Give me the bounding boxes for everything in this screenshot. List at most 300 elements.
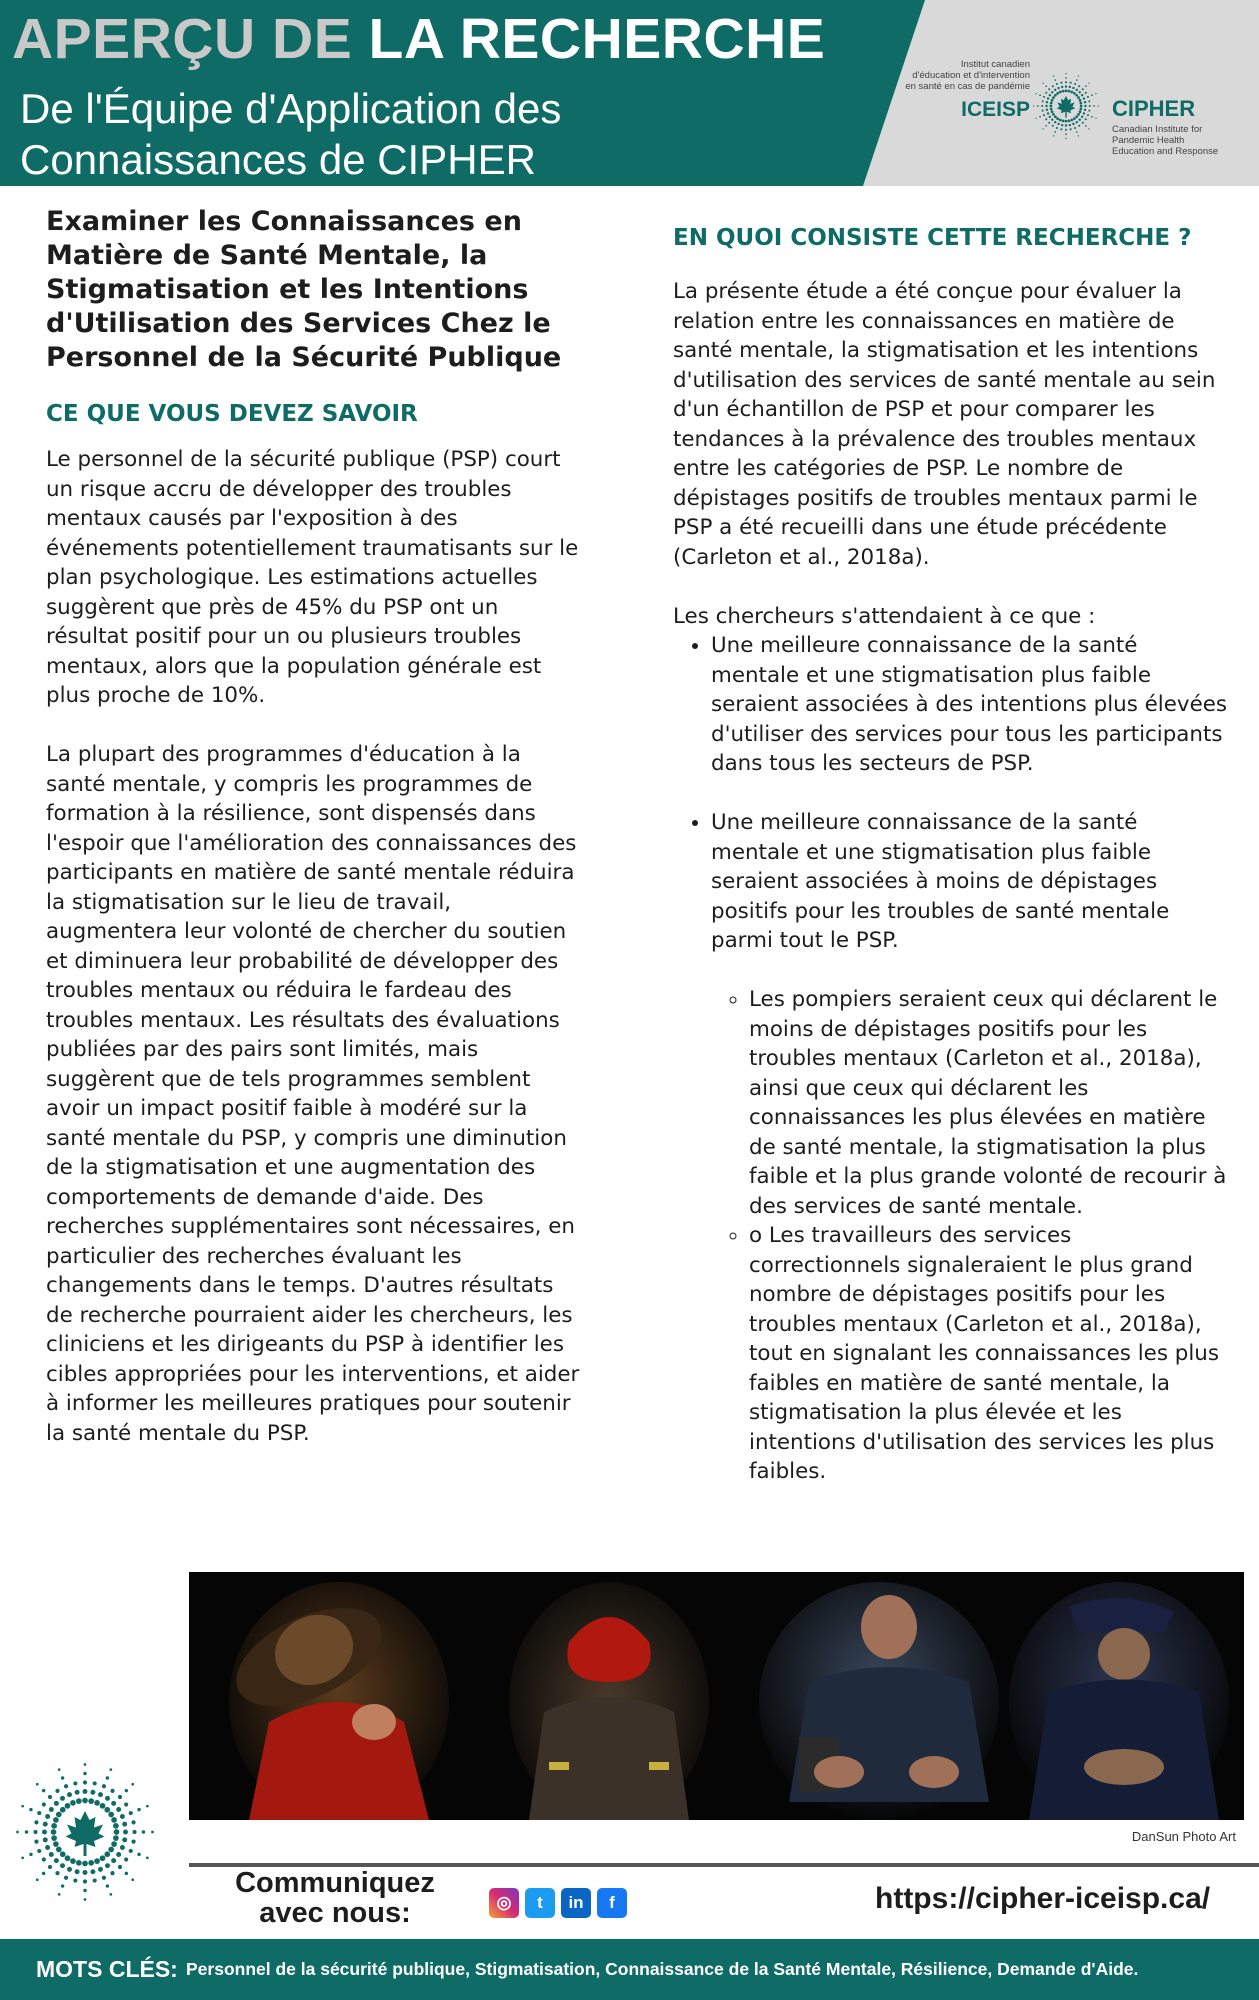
burst-dot — [98, 1792, 103, 1797]
burst-dot — [90, 1869, 95, 1874]
burst-dot — [82, 1798, 88, 1804]
burst-dot — [105, 1796, 110, 1801]
burst-dot — [1084, 109, 1086, 111]
burst-dot — [1098, 105, 1099, 106]
burst-dot — [102, 1784, 106, 1788]
paragraph-hypotheses-intro: Les chercheurs s'attendaient à ce que : — [673, 603, 1096, 629]
burst-dot — [42, 1857, 46, 1861]
burst-dot — [1065, 133, 1067, 135]
burst-dot — [1078, 85, 1080, 87]
section-heading-research: EN QUOI CONSISTE CETTE RECHERCHE ? — [673, 225, 1192, 251]
burst-dot — [111, 1817, 117, 1823]
burst-dot — [108, 1812, 114, 1818]
burst-dot — [65, 1803, 71, 1809]
burst-dot — [1052, 113, 1055, 116]
burst-dot — [84, 1763, 87, 1766]
instagram-icon[interactable]: ◎ — [489, 1888, 519, 1918]
burst-dot — [1041, 105, 1043, 107]
burst-dot — [1059, 119, 1062, 122]
burst-dot — [51, 1829, 57, 1835]
burst-dot — [1080, 105, 1083, 108]
burst-dot — [34, 1840, 38, 1844]
burst-dot — [1065, 124, 1067, 126]
burst-dot — [73, 1781, 77, 1785]
burst-dot — [1045, 92, 1047, 94]
logo-fr-line-1: Institut canadien — [960, 59, 1030, 70]
burst-dot — [1075, 94, 1078, 97]
page-title — [12, 4, 825, 74]
burst-dot — [132, 1830, 136, 1834]
burst-dot — [82, 1861, 88, 1867]
burst-dot — [1056, 92, 1059, 95]
burst-dot — [123, 1830, 128, 1835]
burst-dot — [90, 1790, 95, 1795]
burst-dot — [1065, 85, 1067, 87]
maple-leaf-icon — [66, 1811, 105, 1856]
burst-dot — [137, 1853, 140, 1856]
burst-dot — [43, 1822, 48, 1827]
burst-dot — [53, 1817, 59, 1823]
logo-en-line-2: Pandemic Health — [1112, 135, 1185, 146]
burst-dot — [1047, 112, 1049, 114]
burst-dot — [21, 1805, 24, 1808]
burst-dot — [65, 1855, 71, 1861]
burst-dot — [1049, 94, 1051, 96]
burst-dot — [88, 1860, 94, 1866]
burst-dot — [1076, 89, 1078, 91]
burst-dot — [56, 1847, 62, 1853]
burst-dot — [43, 1837, 48, 1842]
burst-dot — [1054, 121, 1056, 123]
logo-fr-line-2: d'éducation et d'intervention — [912, 70, 1030, 81]
hypotheses-list — [673, 631, 1228, 956]
burst-dot — [58, 1768, 61, 1771]
burst-dot — [1057, 87, 1059, 89]
burst-dot — [1061, 124, 1063, 126]
burst-dot — [1054, 131, 1056, 133]
keywords-label: MOTS CLÉS: — [36, 1956, 178, 1982]
burst-dot — [93, 1878, 97, 1882]
burst-dot — [61, 1884, 64, 1887]
burst-dot — [106, 1884, 109, 1887]
sub-hypotheses-list — [673, 985, 1228, 1487]
burst-dot — [129, 1811, 133, 1815]
burst-dot — [45, 1845, 50, 1850]
burst-dot — [1087, 114, 1089, 116]
burst-dot — [1054, 115, 1057, 118]
burst-dot — [131, 1878, 134, 1881]
burst-dot — [1083, 112, 1085, 114]
burst-dot — [58, 1893, 61, 1896]
logo-french-text — [880, 59, 1030, 92]
psp-photo-illustration — [189, 1572, 1244, 1820]
paragraph-risk: Le personnel de la sécurité publique (PSP) court un risque accru de développer des troubles mentaux causés par l'exposition à des événements potentiellement traumatisants sur le plan psychologique. Les estimations actuelles suggèrent que près de 45% du PSP ont un résultat positif pour un ou plusieurs troubles mentaux, alors que la population générale est plus proche de 10%. — [46, 447, 579, 708]
burst-dot — [120, 1814, 125, 1819]
burst-dot — [55, 1789, 59, 1793]
burst-dot — [116, 1852, 121, 1857]
burst-dot — [1088, 82, 1089, 83]
burst-dot — [1085, 118, 1087, 120]
maple-leaf-burst-logo-icon — [10, 1757, 160, 1907]
burst-dot — [100, 1855, 106, 1861]
right-column — [673, 223, 1228, 1487]
burst-dot — [1072, 123, 1074, 125]
burst-dot — [106, 1776, 109, 1779]
burst-dot — [1051, 99, 1054, 102]
photo-credit: DanSun Photo Art — [1131, 1829, 1236, 1844]
burst-dot — [1076, 121, 1078, 123]
burst-dot — [83, 1889, 86, 1892]
burst-dot — [60, 1851, 66, 1857]
burst-dot — [1070, 91, 1073, 94]
burst-dot — [100, 1803, 106, 1809]
burst-dot — [37, 1811, 41, 1815]
burst-dot — [1085, 92, 1087, 94]
burst-dot — [1052, 125, 1054, 127]
burst-dot — [45, 1814, 50, 1819]
burst-dot — [1065, 77, 1067, 79]
contact-line-1: Communiquez — [235, 1867, 435, 1899]
burst-dot — [146, 1856, 149, 1859]
burst-dot — [104, 1807, 110, 1813]
burst-dot — [36, 1878, 39, 1881]
burst-dot — [116, 1807, 121, 1812]
subtitle-line-2: Connaissances de CIPHER — [20, 136, 536, 183]
burst-dot — [70, 1800, 76, 1806]
burst-dot — [125, 1789, 128, 1792]
burst-dot — [1084, 105, 1086, 107]
burst-dot — [1077, 113, 1080, 116]
burst-dot — [33, 1830, 37, 1834]
burst-dot — [1079, 91, 1081, 93]
contact-heading — [200, 1868, 470, 1928]
burst-dot — [105, 1863, 110, 1868]
burst-dot — [88, 1798, 94, 1804]
burst-dot — [1049, 116, 1051, 118]
burst-dot — [29, 1808, 32, 1811]
burst-dot — [151, 1831, 154, 1834]
burst-dot — [137, 1808, 140, 1811]
burst-dot — [64, 1876, 68, 1880]
burst-dot — [1070, 128, 1072, 130]
burst-dot — [1079, 119, 1081, 121]
burst-dot — [1077, 96, 1080, 99]
burst-dot — [1068, 119, 1071, 122]
burst-dot — [67, 1792, 72, 1797]
burst-dot — [1057, 123, 1059, 125]
burst-dot — [1054, 79, 1056, 81]
burst-dot — [1069, 124, 1071, 126]
burst-dot — [94, 1800, 100, 1806]
burst-dot — [83, 1789, 88, 1794]
burst-dot — [76, 1798, 82, 1804]
burst-dot — [21, 1856, 24, 1859]
burst-dot — [1065, 129, 1067, 131]
burst-dot — [1069, 86, 1071, 88]
burst-dot — [1091, 116, 1093, 118]
burst-dot — [1065, 73, 1066, 74]
burst-dot — [1062, 119, 1065, 122]
burst-dot — [1065, 90, 1068, 93]
burst-dot — [129, 1849, 133, 1853]
burst-dot — [1081, 94, 1083, 96]
burst-dot — [67, 1867, 72, 1872]
burst-dot — [1054, 94, 1057, 97]
burst-dot — [1081, 116, 1083, 118]
burst-dot — [1074, 127, 1076, 129]
burst-dot — [49, 1852, 54, 1857]
burst-dot — [122, 1822, 127, 1827]
burst-dot — [109, 1768, 112, 1771]
burst-dot — [1085, 85, 1087, 87]
burst-dot — [118, 1795, 122, 1799]
burst-dot — [1068, 90, 1071, 93]
facebook-icon[interactable]: f — [597, 1888, 627, 1918]
burst-dot — [36, 1783, 39, 1786]
burst-dot — [124, 1857, 128, 1861]
burst-dot — [94, 1858, 100, 1864]
title-part-1: APERÇU DE — [12, 7, 369, 71]
burst-dot — [64, 1784, 68, 1788]
burst-dot — [124, 1802, 128, 1806]
burst-dot — [1045, 85, 1047, 87]
keywords-text: Personnel de la sécurité publique, Stigmatisation, Connaissance de la Santé Mentale, Résilience, Demande d'Aide. — [186, 1959, 1139, 1979]
burst-dot — [114, 1829, 120, 1835]
burst-dot — [1053, 75, 1054, 76]
burst-dot — [111, 1801, 116, 1806]
burst-dot — [1052, 96, 1055, 99]
list-item: ◦ o Les travailleurs des services correctionnels signaleraient le plus grand nombre de dépistages positifs pour les troubles mentaux (Carleton et al., 2018a), tout en signalant les connaissances les plus faibles en matière de santé mentale, la stigmatisation la plus élevée et les intentions d'utilisation des services les plus faibles. — [749, 1221, 1228, 1487]
burst-dot — [1048, 122, 1050, 124]
burst-dot — [60, 1796, 65, 1801]
burst-dot — [54, 1858, 59, 1863]
burst-dot — [83, 1772, 86, 1775]
burst-dot — [113, 1823, 119, 1829]
burst-dot — [104, 1851, 110, 1857]
burst-dot — [76, 1860, 82, 1866]
burst-dot — [48, 1865, 52, 1869]
burst-dot — [1042, 110, 1044, 112]
burst-dot — [110, 1871, 114, 1875]
left-column — [46, 205, 586, 1478]
burst-dot — [1035, 118, 1036, 119]
burst-dot — [1056, 127, 1058, 129]
burst-dot — [1079, 110, 1082, 113]
burst-dot — [109, 1893, 112, 1896]
logo-en-line-3: Education and Response — [1112, 146, 1219, 157]
burst-dot — [1059, 91, 1062, 94]
burst-dot — [1056, 117, 1059, 120]
burst-dot — [118, 1865, 122, 1869]
burst-dot — [1053, 135, 1054, 136]
burst-dot — [1070, 119, 1073, 122]
burst-dot — [55, 1871, 59, 1875]
burst-dot — [125, 1872, 128, 1875]
logo-english-text — [1112, 124, 1252, 157]
burst-dot — [1082, 122, 1084, 124]
burst-dot — [1048, 88, 1050, 90]
burst-dot — [1083, 97, 1085, 99]
burst-dot — [1070, 82, 1072, 84]
burst-dot — [51, 1823, 57, 1829]
maple-leaf-burst-icon — [1030, 70, 1102, 142]
burst-dot — [131, 1840, 135, 1844]
burst-dot — [75, 1869, 80, 1874]
burst-dot — [1035, 93, 1036, 94]
burst-dot — [98, 1867, 103, 1872]
burst-dot — [1065, 120, 1068, 123]
burst-dot — [1060, 128, 1062, 130]
burst-dot — [1045, 105, 1047, 107]
burst-dot — [1095, 118, 1096, 119]
burst-dot — [1050, 108, 1053, 111]
burst-dot — [1078, 135, 1079, 136]
burst-dot — [1065, 138, 1066, 139]
list-item: ◦ Les pompiers seraient ceux qui déclarent le moins de dépistages positifs pour les troubles mentaux (Carleton et al., 2018a), ainsi que ceux qui déclarent les connaissances les plus élevées en matière de santé mentale, la stigmatisation la plus faible et la plus grande volonté de recourir à des services de santé mentale. — [749, 985, 1228, 1221]
burst-dot — [83, 1870, 88, 1875]
burst-dot — [1042, 128, 1043, 129]
twitter-icon[interactable]: t — [525, 1888, 555, 1918]
website-link[interactable]: https://cipher-iceisp.ca/ — [875, 1882, 1211, 1915]
burst-dot — [1043, 114, 1045, 116]
burst-dot — [84, 1898, 87, 1901]
burst-dot — [1045, 118, 1047, 120]
burst-dot — [1042, 100, 1044, 102]
burst-dot — [1060, 82, 1062, 84]
burst-dot — [1095, 93, 1096, 94]
burst-dot — [1061, 86, 1063, 88]
burst-dot — [111, 1841, 117, 1847]
burst-dot — [1082, 88, 1084, 90]
burst-dot — [1043, 96, 1045, 98]
burst-dot — [1091, 94, 1093, 96]
burst-dot — [42, 1789, 45, 1792]
list-item: • Une meilleure connaissance de la santé mentale et une stigmatisation plus faible seraient associées à moins de dépistages positifs pour les troubles de santé mentale parmi tout le PSP. — [711, 808, 1228, 956]
burst-dot — [142, 1830, 145, 1833]
burst-dot — [110, 1789, 114, 1793]
burst-dot — [25, 1830, 28, 1833]
burst-dot — [93, 1781, 97, 1785]
burst-dot — [1089, 105, 1091, 107]
burst-dot — [1051, 110, 1054, 113]
burst-dot — [61, 1776, 64, 1779]
burst-dot — [1073, 117, 1076, 120]
cipher-logo — [880, 56, 1250, 166]
list-item: • Une meilleure connaissance de la santé mentale et une stigmatisation plus faible seraient associées à des intentions plus élevées d'utiliser des services pour tous les participants dans tous les secteurs de PSP. — [711, 631, 1228, 779]
burst-dot — [122, 1837, 127, 1842]
burst-dot — [1074, 83, 1076, 85]
burst-dot — [83, 1879, 87, 1883]
burst-dot — [1076, 79, 1078, 81]
burst-dot — [75, 1790, 80, 1795]
logo-cipher-name: CIPHER — [1112, 96, 1196, 121]
burst-dot — [1079, 102, 1082, 105]
psp-photo — [189, 1572, 1244, 1820]
burst-dot — [37, 1849, 41, 1853]
burst-dot — [1039, 94, 1041, 96]
burst-dot — [1087, 96, 1089, 98]
burst-dot — [1084, 101, 1086, 103]
burst-dot — [1076, 131, 1078, 133]
burst-dot — [102, 1876, 106, 1880]
burst-dot — [1054, 89, 1056, 91]
contact-line-2: avec nous: — [259, 1897, 411, 1929]
burst-dot — [1085, 125, 1087, 127]
burst-dot — [73, 1878, 77, 1882]
burst-dot — [16, 1831, 19, 1834]
burst-dot — [1050, 105, 1053, 108]
burst-dot — [83, 1780, 87, 1784]
burst-dot — [54, 1801, 59, 1806]
burst-dot — [1045, 125, 1047, 127]
social-links — [489, 1888, 633, 1920]
burst-dot — [1051, 91, 1053, 93]
burst-dot — [1047, 97, 1049, 99]
maple-leaf-icon — [1057, 96, 1076, 118]
burst-dot — [131, 1783, 134, 1786]
burst-dot — [53, 1841, 59, 1847]
linkedin-icon[interactable]: in — [561, 1888, 591, 1918]
paragraph-study-design: La présente étude a été conçue pour évaluer la relation entre les connaissances en matière de santé mentale, la stigmatisation et les intentions d'utilisation des services de santé mentale au sein d'un échantillon de PSP et pour comparer les tendances à la prévalence des troubles mentaux entre les catégories de PSP. Le nombre de dépistages positifs de troubles mentaux parmi le PSP a été recueilli dans une étude précédente (Carleton et al., 2018a). — [673, 279, 1216, 570]
burst-dot — [29, 1853, 32, 1856]
burst-dot — [120, 1845, 125, 1850]
logo-iceisp-name: ICEISP — [961, 98, 1030, 121]
burst-dot — [1062, 90, 1065, 93]
burst-dot — [1051, 119, 1053, 121]
burst-dot — [1078, 125, 1080, 127]
study-title: Examiner les Connaissances en Matière de Santé Mentale, la Stigmatisation et les Intentions d'Utilisation des Services Chez le Personnel de la Sécurité Publique — [46, 206, 562, 373]
burst-dot — [1072, 87, 1074, 89]
burst-dot — [146, 1805, 149, 1808]
burst-dot — [60, 1807, 66, 1813]
burst-dot — [1037, 105, 1039, 107]
burst-dot — [60, 1863, 65, 1868]
burst-dot — [70, 1858, 76, 1864]
burst-dot — [1093, 105, 1095, 107]
burst-dot — [1042, 82, 1043, 83]
burst-dot — [1046, 109, 1048, 111]
section-heading-what-to-know: CE QUE VOUS DEVEZ SAVOIR — [46, 401, 418, 427]
burst-dot — [42, 1830, 47, 1835]
burst-dot — [42, 1802, 46, 1806]
logo-fr-line-3: en santé en cas de pandémie — [905, 81, 1030, 92]
burst-dot — [56, 1812, 62, 1818]
burst-dot — [49, 1807, 54, 1812]
burst-dot — [113, 1835, 119, 1841]
burst-dot — [1088, 100, 1090, 102]
burst-dot — [1039, 116, 1041, 118]
burst-dot — [111, 1858, 116, 1863]
burst-dot — [1052, 85, 1054, 87]
burst-dot — [1050, 102, 1053, 105]
burst-dot — [1056, 83, 1058, 85]
title-part-2: LA RECHERCHE — [368, 7, 826, 71]
logo-en-line-1: Canadian Institute for — [1112, 124, 1203, 135]
subtitle-line-1: De l'Équipe d'Application des — [20, 85, 562, 132]
paragraph-programs: La plupart des programmes d'éducation à la santé mentale, y compris les programmes de formation à la résilience, sont dispensés dans l'espoir que l'amélioration des connaissances des participants en matière de santé mentale réduira la stigmatisation sur le lieu de travail, augmentera leur volonté de chercher du soutien et diminuera leur probabilité de développer des troubles mentaux ou réduira le fardeau des troubles mentaux. Les résultats des évaluations publiées par des pairs sont limités, mais suggèrent que de tels programmes semblent avoir un impact positif faible à modéré sur la santé mentale du PSP, y compris une diminution de la stigmatisation et une augmentation des comportements de demande d'aide. Des recherches supplémentaires sont nécessaires, en particulier des recherches évaluant les changements dans le temps. D'autres résultats de recherche pourraient aider les chercheurs, les cliniciens et les dirigeants du PSP à identifier les cibles appropriées pour les interventions, et aider à informer les meilleures pratiques pour soutenir la santé mentale du PSP. — [46, 742, 580, 1446]
burst-dot — [131, 1820, 135, 1824]
burst-dot — [48, 1795, 52, 1799]
burst-dot — [34, 1820, 38, 1824]
burst-dot — [1033, 105, 1034, 106]
burst-dot — [108, 1847, 114, 1853]
burst-dot — [1079, 99, 1082, 102]
page-subtitle — [20, 83, 820, 185]
burst-dot — [1079, 108, 1082, 111]
burst-dot — [1073, 92, 1076, 95]
burst-dot — [1088, 128, 1089, 129]
burst-dot — [1088, 110, 1090, 112]
